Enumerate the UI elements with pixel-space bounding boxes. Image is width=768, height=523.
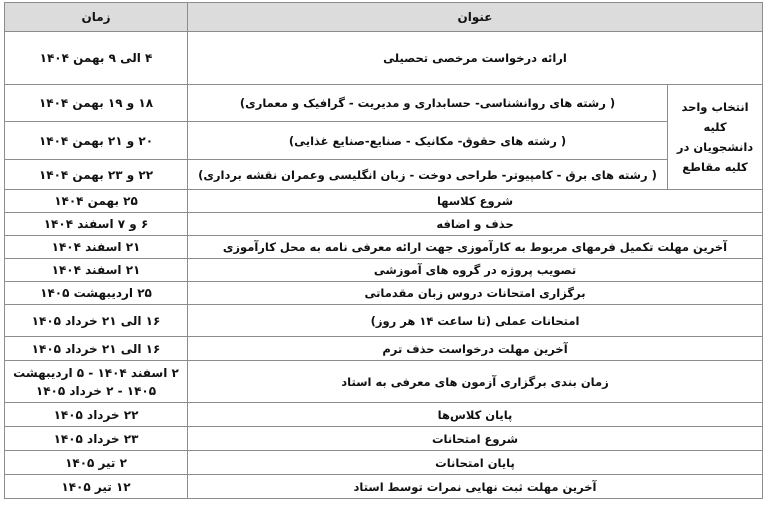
row-title: آخرین مهلت ثبت نهایی نمرات توسط استاد bbox=[188, 475, 763, 499]
header-row bbox=[5, 3, 763, 32]
row-title: پایان کلاس‌ها bbox=[188, 403, 763, 427]
table-row bbox=[5, 451, 763, 475]
row-date: ۱۲ تیر ۱۴۰۵ bbox=[5, 475, 188, 499]
table-row bbox=[5, 259, 763, 282]
table-row bbox=[5, 213, 763, 236]
table-row bbox=[5, 160, 763, 190]
table-row bbox=[5, 475, 763, 499]
row-date-line: ۱۴۰۵ - ۲ خرداد ۱۴۰۵ bbox=[35, 383, 157, 398]
row-title: زمان بندی برگزاری آزمون های معرفی به استاد bbox=[188, 361, 763, 403]
row-date: ۶ و ۷ اسفند ۱۴۰۴ bbox=[5, 213, 188, 236]
title-column-header: عنوان bbox=[188, 3, 763, 32]
table-row bbox=[5, 282, 763, 305]
row-title: شروع کلاسها bbox=[188, 190, 763, 213]
row-date: ۲۰ و ۲۱ بهمن ۱۴۰۴ bbox=[5, 122, 188, 160]
table-row bbox=[5, 361, 763, 403]
row-date: ۲۳ خرداد ۱۴۰۵ bbox=[5, 427, 188, 451]
table-row bbox=[5, 32, 763, 85]
row-date: ۲۱ اسفند ۱۴۰۴ bbox=[5, 236, 188, 259]
row-date: ۴ الی ۹ بهمن ۱۴۰۴ bbox=[5, 32, 188, 85]
row-date: ۲۲ خرداد ۱۴۰۵ bbox=[5, 403, 188, 427]
group-label-line: کلیه مقاطع bbox=[682, 160, 748, 174]
row-title: شروع امتحانات bbox=[188, 427, 763, 451]
group-label-line: دانشجویان در bbox=[676, 140, 754, 154]
row-title: آخرین مهلت درخواست حذف ترم bbox=[188, 337, 763, 361]
row-title: ( رشته های روانشناسی- حسابداری و مدیریت - گرافیک و معماری) bbox=[188, 85, 668, 122]
table-row bbox=[5, 190, 763, 213]
row-title: امتحانات عملی (تا ساعت ۱۴ هر روز) bbox=[188, 305, 763, 337]
row-date: ۲۵ اردیبهشت ۱۴۰۵ bbox=[5, 282, 188, 305]
row-title: آخرین مهلت تکمیل فرمهای مربوط به کارآموزی جهت ارائه معرفی نامه به محل کارآموزی bbox=[188, 236, 763, 259]
row-date: ۱۶ الی ۲۱ خرداد ۱۴۰۵ bbox=[5, 337, 188, 361]
table-row bbox=[5, 236, 763, 259]
row-date: ۲۱ اسفند ۱۴۰۴ bbox=[5, 259, 188, 282]
table-row bbox=[5, 85, 763, 122]
row-date: ۱۸ و ۱۹ بهمن ۱۴۰۴ bbox=[5, 85, 188, 122]
table-row bbox=[5, 305, 763, 337]
row-date: ۱۶ الی ۲۱ خرداد ۱۴۰۵ bbox=[5, 305, 188, 337]
row-title: ( رشته های حقوق- مکانیک - صنایع-صنایع غذایی) bbox=[188, 122, 668, 160]
row-title: ( رشته های برق - کامپیوتر- طراحی دوخت - زبان انگلیسی وعمران نقشه برداری) bbox=[188, 160, 668, 190]
row-date: ۲ تیر ۱۴۰۵ bbox=[5, 451, 188, 475]
row-date: ۲۲ و ۲۳ بهمن ۱۴۰۴ bbox=[5, 160, 188, 190]
table-row bbox=[5, 427, 763, 451]
course-selection-group-label bbox=[668, 85, 763, 190]
row-title: تصویب پروژه در گروه های آموزشی bbox=[188, 259, 763, 282]
row-title: برگزاری امتحانات دروس زبان مقدماتی bbox=[188, 282, 763, 305]
table-row bbox=[5, 122, 763, 160]
table-row bbox=[5, 337, 763, 361]
table-row bbox=[5, 403, 763, 427]
schedule-container bbox=[4, 2, 762, 499]
academic-calendar-table bbox=[4, 2, 763, 499]
row-title: حذف و اضافه bbox=[188, 213, 763, 236]
row-title: ارائه درخواست مرخصی تحصیلی bbox=[188, 32, 763, 85]
row-title: پایان امتحانات bbox=[188, 451, 763, 475]
row-date bbox=[5, 361, 188, 403]
group-label-line: انتخاب واحد کلیه bbox=[681, 100, 749, 134]
date-column-header: زمان bbox=[5, 3, 188, 32]
row-date: ۲۵ بهمن ۱۴۰۴ bbox=[5, 190, 188, 213]
row-date-line: ۲ اسفند ۱۴۰۴ - ۵ اردیبهشت bbox=[13, 365, 179, 380]
